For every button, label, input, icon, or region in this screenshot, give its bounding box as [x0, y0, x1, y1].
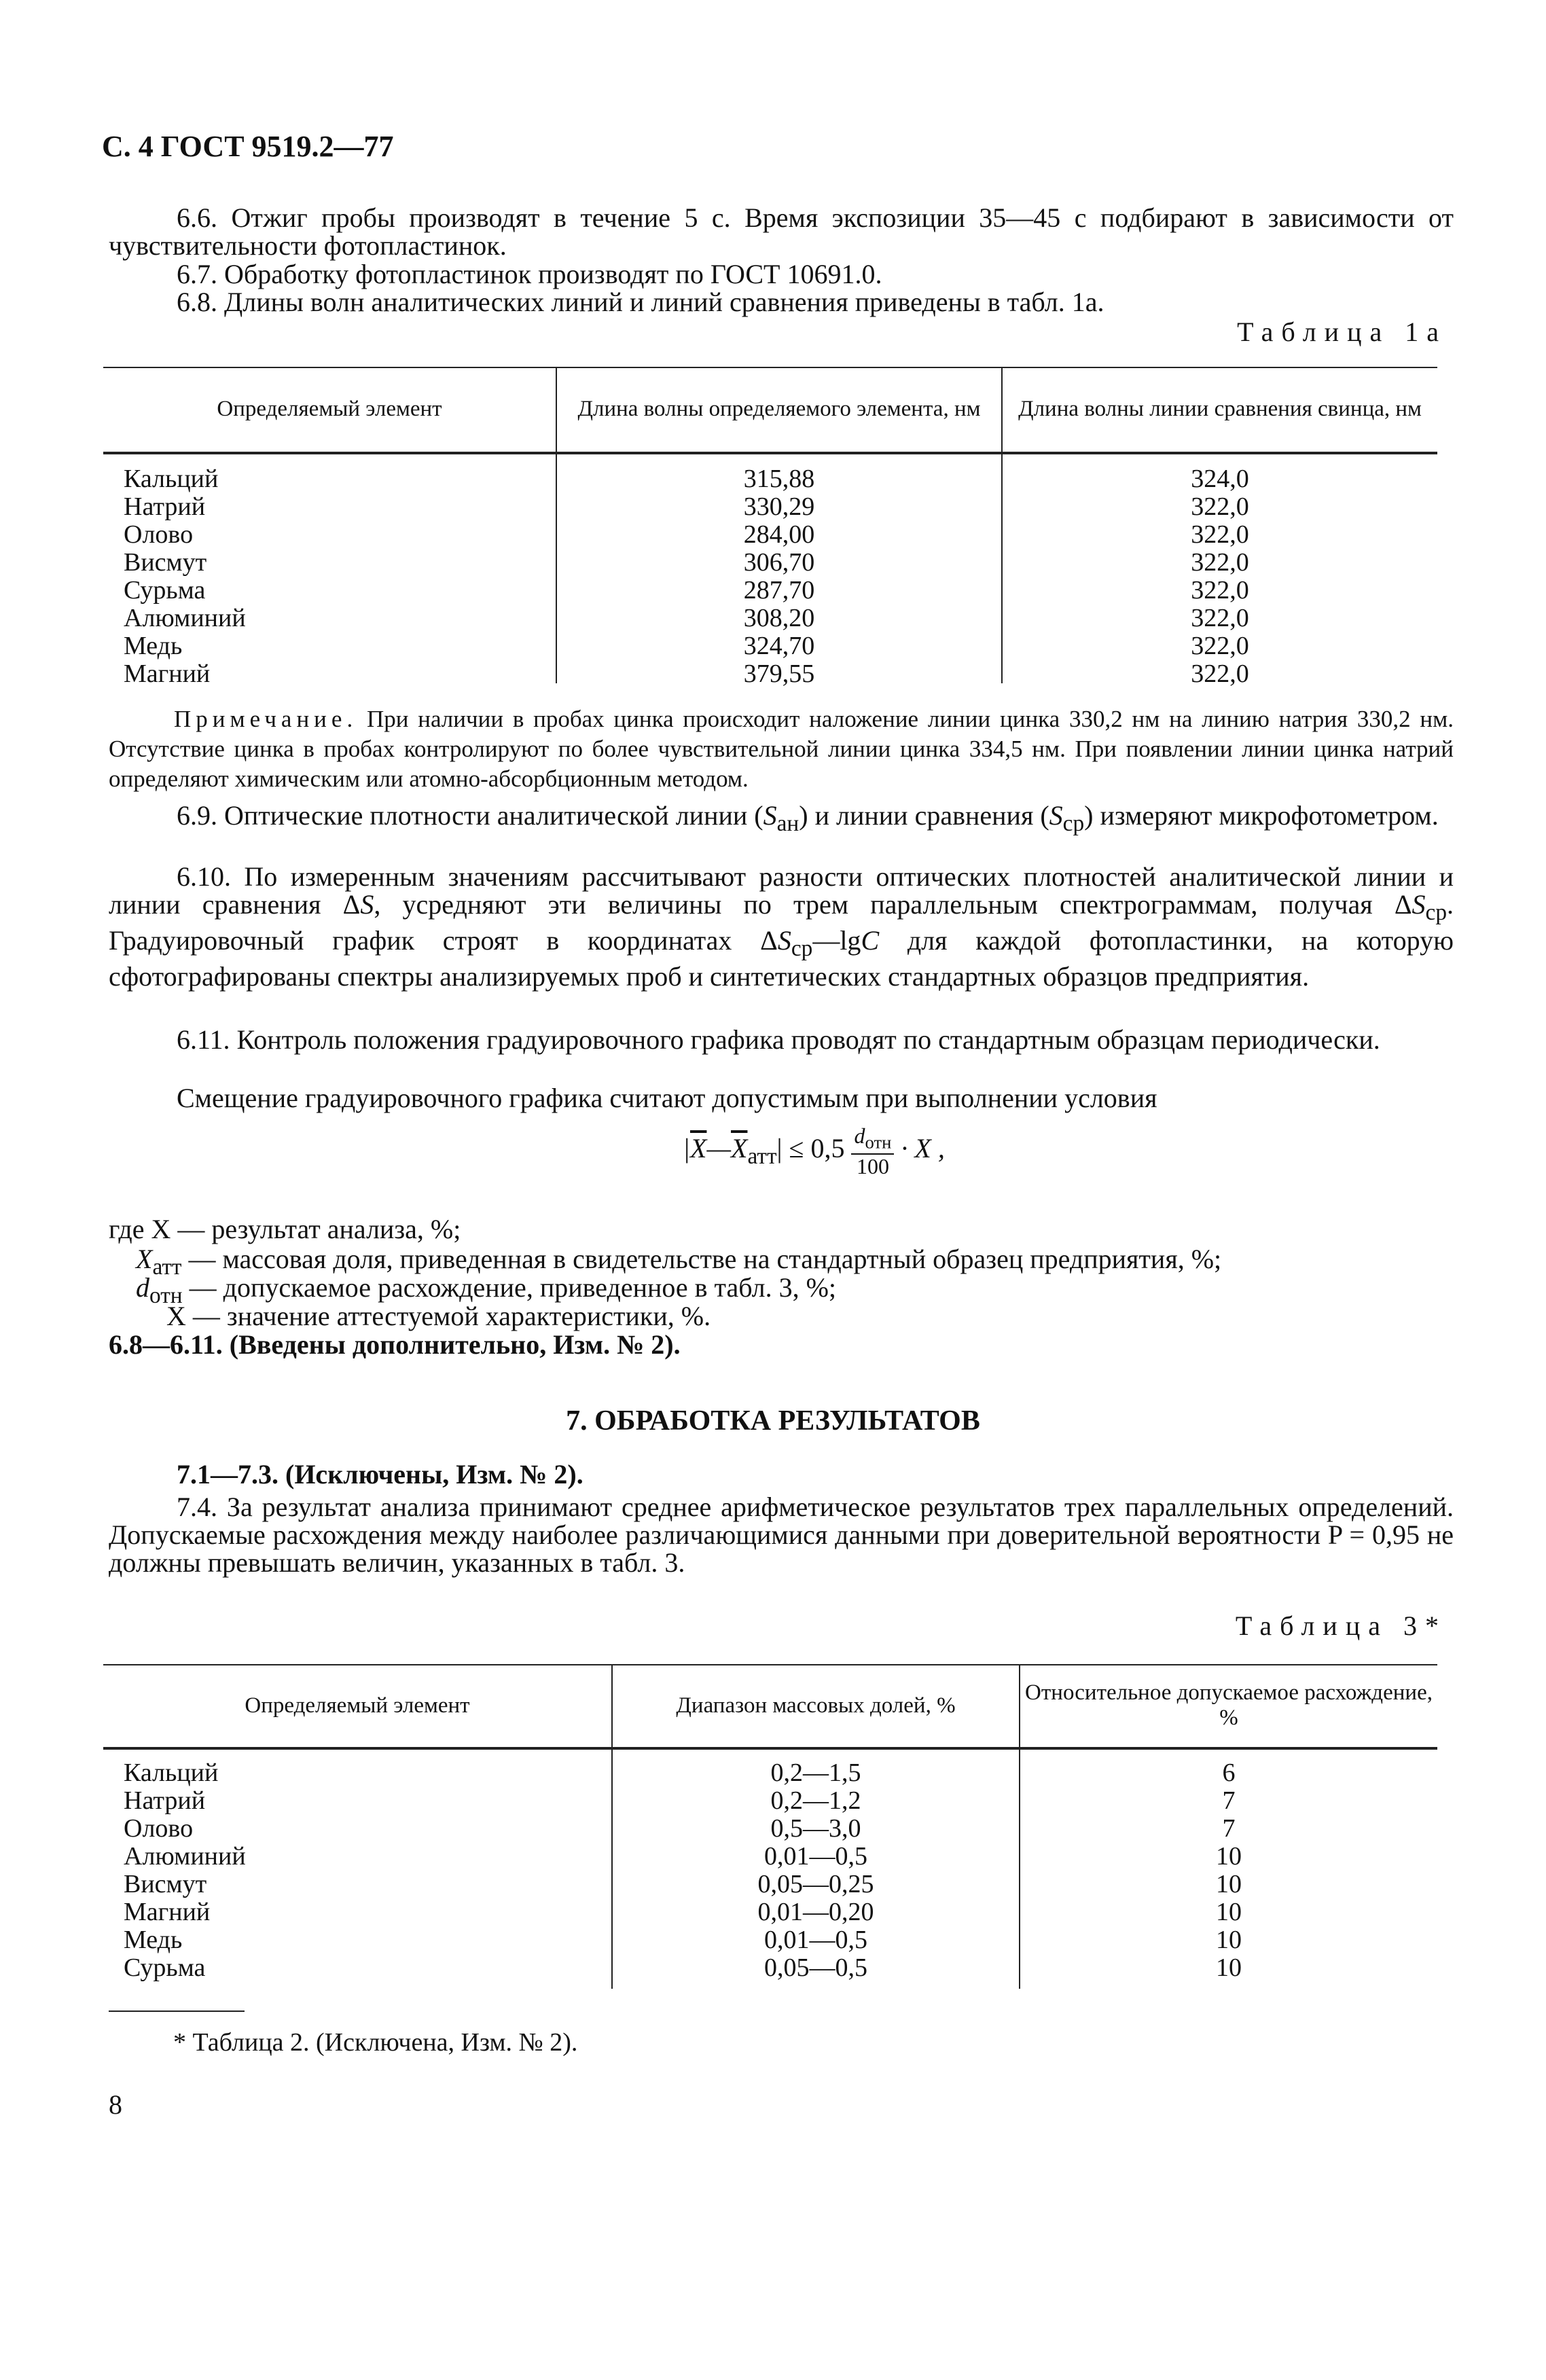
table-row: Сурьма 287,70 322,0 — [124, 576, 1249, 605]
table-1a-label: Таблица 1а — [1237, 317, 1447, 347]
table-row: Натрий 0,2—1,2 7 — [124, 1786, 1236, 1815]
paragraph-6-10: 6.10. По измеренным значениям рассчитывают разности оптических плотностей аналитической линии и линии сравнения ΔS, усредняют эти величины по трем параллельным спектрограммам, получая $\Delta S_{ср}$. Градуировочный график строят в координатах $\Delta S_{ср}—\lg C$ для каждой фотопластинки, на которую сфотографированы спектры анализируемых проб и синтетических стандартных образцов предприятия. — [109, 861, 1454, 992]
where-x-attested: $X_{атт}$ — массовая доля, приведенная в свидетельстве на стандартный образец предприятия, %; — [136, 1244, 1222, 1280]
table-row: Медь 324,70 322,0 — [124, 632, 1249, 660]
table-row: Магний 0,01—0,20 10 — [124, 1898, 1242, 1926]
table-row: Висмут 0,05—0,25 10 — [124, 1870, 1242, 1898]
paragraph-6-11: 6.11. Контроль положения градуировочного графика проводят по стандартным образцам периодически. — [177, 1024, 1380, 1055]
where-x-value: X — значение аттестуемой характеристики, %. — [166, 1301, 711, 1331]
paragraph-6-11-condition: Смещение градуировочного графика считают допустимым при выполнении условия — [177, 1083, 1157, 1113]
table-3-header-element: Определяемый элемент — [245, 1693, 470, 1718]
table-row: Кальций 315,88 324,0 — [124, 465, 1249, 493]
table-row: Медь 0,01—0,5 10 — [124, 1926, 1242, 1954]
table-1a-note: Примечание. При наличии в пробах цинка происходит наложение линии цинка 330,2 нм на линию натрия 330,2 нм. Отсутствие цинка в пробах контролируют по более чувствительной линии цинка 334,5 нм. При появлении линии цинка натрий определяют химическим или атомно-абсорбционным методом. — [109, 706, 1454, 792]
paragraph-7-1-7-3: 7.1—7.3. (Исключены, Изм. № 2). — [177, 1459, 583, 1490]
table-1a-header-wavelength: Длина волны определяемого элемента, нм — [577, 397, 981, 421]
table-row: Висмут 306,70 322,0 — [124, 548, 1249, 577]
table-row: Олово 0,5—3,0 7 — [124, 1814, 1236, 1843]
footnote: * Таблица 2. (Исключена, Изм. № 2). — [173, 2028, 578, 2057]
paragraph-6-6: 6.6. Отжиг пробы производят в течение 5 с. Время экспозиции 35—45 с подбирают в зависимости от чувствительности фотопластинок. — [109, 202, 1454, 261]
table-row: Кальций 0,2—1,5 6 — [124, 1759, 1236, 1787]
table-3-header-range: Диапазон массовых долей, % — [676, 1693, 956, 1718]
deviation-formula: $|\overline{X}—\overline{X}_{атт}| \le 0,5$ $\frac{d_{отн}}{100}$ · X , — [683, 1123, 945, 1179]
table-row: Олово 284,00 322,0 — [124, 520, 1249, 549]
table-3-header-deviation: Относительное допускаемое расхождение, % — [1025, 1680, 1433, 1730]
table-row: Алюминий 0,01—0,5 10 — [124, 1842, 1242, 1871]
amendment-6-8-6-11: 6.8—6.11. (Введены дополнительно, Изм. № 2). — [109, 1329, 681, 1360]
paragraph-7-4: 7.4. За результат анализа принимают среднее арифметическое результатов трех параллельных определений. Допускаемые расхождения между наиболее различающимися данными при доверительной вероятности P = 0,95 не должны превышать величин, указанных в табл. 3. — [109, 1492, 1454, 1578]
table-row: Сурьма 0,05—0,5 10 — [124, 1953, 1242, 1982]
where-d-allowed: $d_{отн}$ — допускаемое расхождение, приведенное в табл. 3, %; — [136, 1272, 837, 1308]
section-7-heading: 7. ОБРАБОТКА РЕЗУЛЬТАТОВ — [566, 1405, 980, 1437]
table-row: Натрий 330,29 322,0 — [124, 492, 1249, 521]
table-row: Магний 379,55 322,0 — [124, 660, 1249, 688]
table-1a-header-element: Определяемый элемент — [217, 397, 442, 421]
table-row: Алюминий 308,20 322,0 — [124, 604, 1249, 632]
page-header: С. 4 ГОСТ 9519.2—77 — [102, 130, 394, 163]
paragraph-6-9: 6.9. Оптические плотности аналитической линии $(S_{ан})$ и линии сравнения $(S_{ср})$ измеряют микрофотометром. — [177, 800, 1439, 836]
paragraph-6-8: 6.8. Длины волн аналитических линий и линий сравнения приведены в табл. 1а. — [177, 287, 1104, 317]
where-x-result: где X — результат анализа, %; — [109, 1214, 461, 1244]
table-3 — [103, 1664, 1437, 1989]
page-number: 8 — [109, 2089, 122, 2120]
footnote-divider — [109, 2011, 245, 2012]
table-3-label: Таблица 3* — [1235, 1610, 1447, 1641]
table-1a-header-reference: Длина волны линии сравнения свинца, нм — [1018, 397, 1422, 421]
table-1a — [103, 367, 1437, 688]
paragraph-6-7: 6.7. Обработку фотопластинок производят по ГОСТ 10691.0. — [177, 259, 882, 289]
